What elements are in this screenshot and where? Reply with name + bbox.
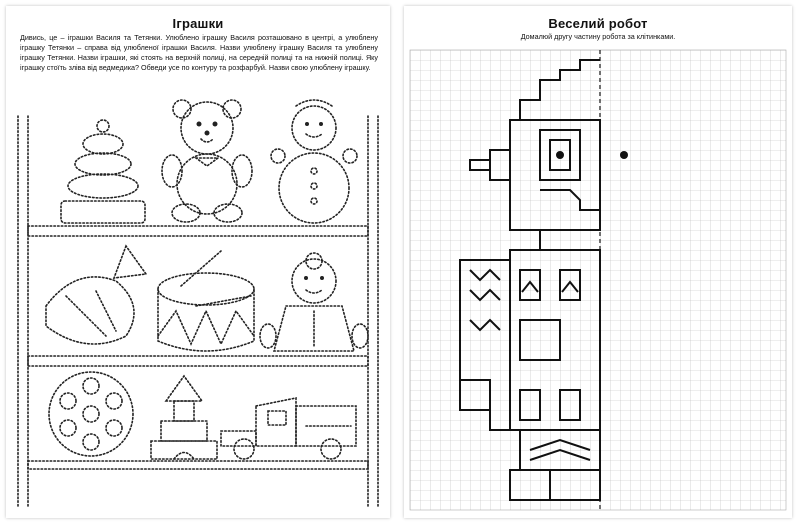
pyramid-toy (61, 120, 145, 223)
shelf-frame (18, 116, 378, 508)
page-title: Веселий робот (548, 16, 648, 31)
left-page (6, 6, 390, 518)
instructions-text: Домалюй другу частину робота за клітинками. (520, 32, 676, 41)
spinning-top (46, 246, 146, 344)
doll (260, 253, 368, 351)
blocks-castle (151, 376, 217, 459)
drum (158, 251, 254, 351)
guide-dot (620, 151, 628, 159)
shelf-illustration (6, 6, 390, 518)
snowman-toy (271, 100, 357, 223)
drawing-grid[interactable] (404, 6, 792, 518)
teddy-bear (162, 100, 252, 222)
right-page (404, 6, 792, 518)
instructions-text: Дивись, це – іграшки Василя та Тетянки. Улюблено іграшку Василя розташовано в центрі, а улюблену іграшку Тетянки – справа від улюбленої іграшки Василя. Назви улюблену іграшку Василя та улюблену іграшку Тетянки. Назви іграшки, які стоять на верхній полиці, на середній полиці та на нижній полиці. Яку іграшку стоїть зліва від ведмедика? Обведи усе по контуру та розфарбуй. Назви свою улюблену іграшку. (20, 33, 378, 72)
ball (49, 372, 133, 456)
page-title: Іграшки (172, 16, 224, 31)
toy-truck (221, 398, 356, 459)
